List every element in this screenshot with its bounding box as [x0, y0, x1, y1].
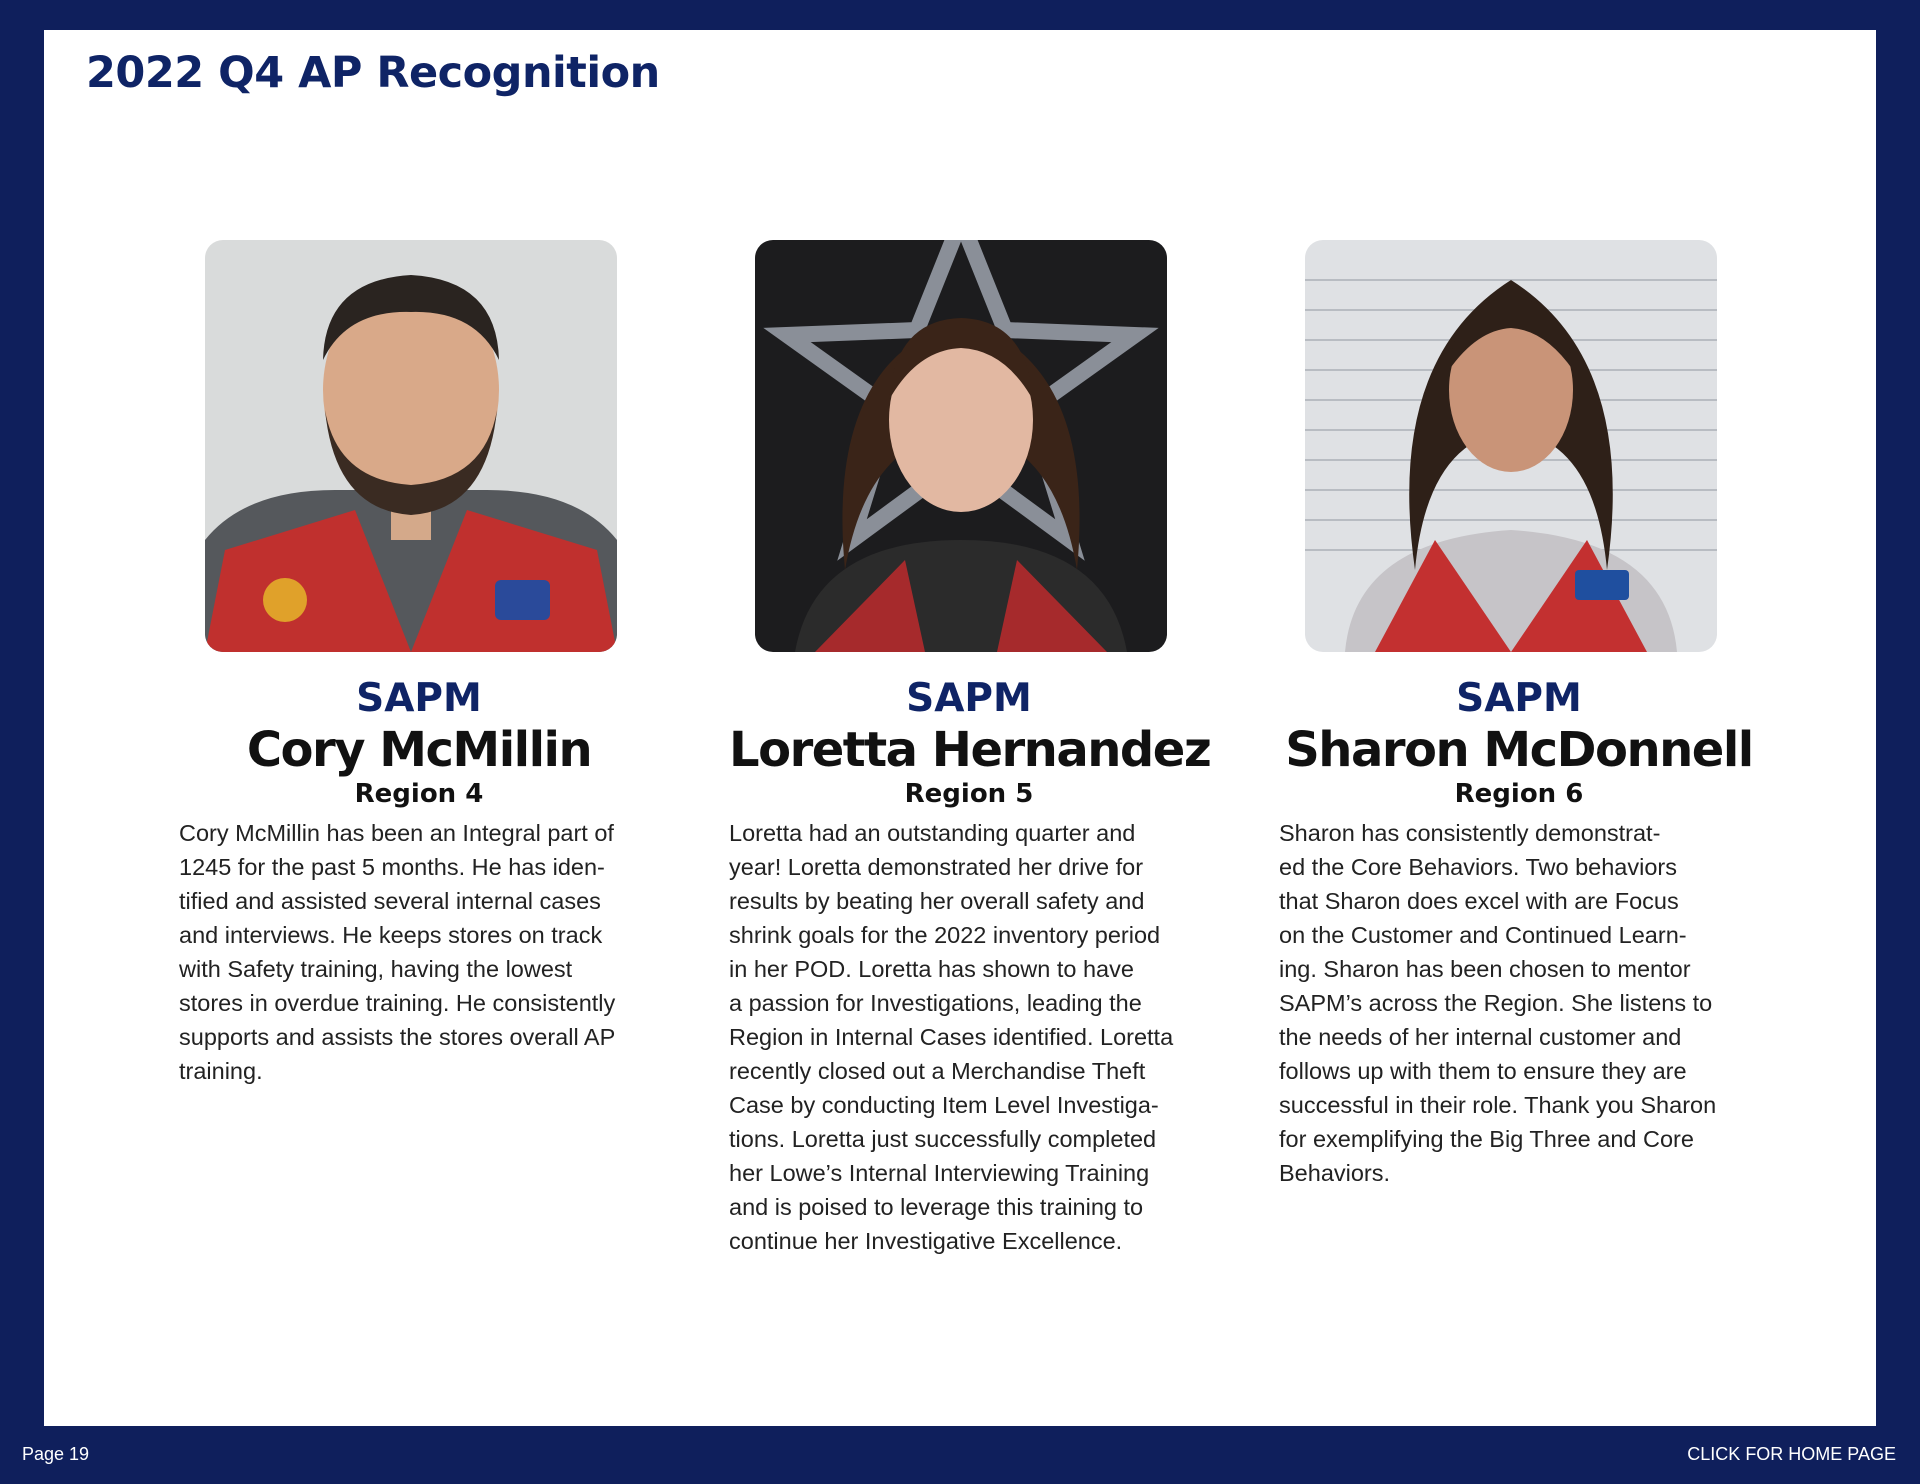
recognition-card-1: [179, 240, 659, 1088]
recognition-card-3: [1279, 240, 1759, 1190]
card-bio: Sharon has consistently demonstrat- ed the Core Behaviors. Two behaviors that Sharon does excel with are Focus on the Customer and Continued Learn- ing. Sharon has been chosen to mentor SAPM’s across the Region. She listens to the needs of her internal customer and follows up with them to ensure they are successful in their role. Thank you Sharon for exemplifying the Big Three and Core Behaviors.: [1279, 820, 1717, 1186]
recognition-card-2: [729, 240, 1209, 1258]
photo-sharon-mcdonnell: [1305, 240, 1717, 652]
card-bio: Cory McMillin has been an Integral part of 1245 for the past 5 months. He has iden- tified and assisted several internal cases and interviews. He keeps stores on track with Safety training, having the lowest stores in overdue training. He consistently supports and assists the stores overall AP training.: [179, 820, 616, 1084]
card-role: SAPM: [1456, 676, 1582, 721]
card-name: Sharon McDonnell: [1285, 722, 1753, 778]
card-role: SAPM: [356, 676, 482, 721]
card-region: Region 4: [354, 779, 484, 809]
card-role: SAPM: [906, 676, 1032, 721]
page-number: Page 19: [22, 1444, 90, 1464]
page-title: 2022 Q4 AP Recognition: [86, 48, 660, 98]
card-region: Region 5: [904, 779, 1034, 809]
page-panel: [44, 30, 1876, 1426]
photo-loretta-hernandez: [755, 240, 1167, 652]
card-name: Cory McMillin: [246, 722, 592, 778]
card-region: Region 6: [1454, 779, 1584, 809]
card-name: Loretta Hernandez: [729, 722, 1211, 778]
home-page-link[interactable]: CLICK FOR HOME PAGE: [1687, 1444, 1896, 1464]
photo-cory-mcmillin: [205, 240, 617, 652]
card-bio: Loretta had an outstanding quarter and year! Loretta demonstrated her drive for results by beating her overall safety and shrink goals for the 2022 inventory period in her POD. Loretta has shown to have a passion for Investigations, leading the Region in Internal Cases identified. Loretta recently closed out a Merchandise Theft Case by conducting Item Level Investiga- tions. Loretta just successfully completed her Lowe’s Internal Interviewing Training and is poised to leverage this training to continue her Investigative Excellence.: [729, 820, 1174, 1254]
